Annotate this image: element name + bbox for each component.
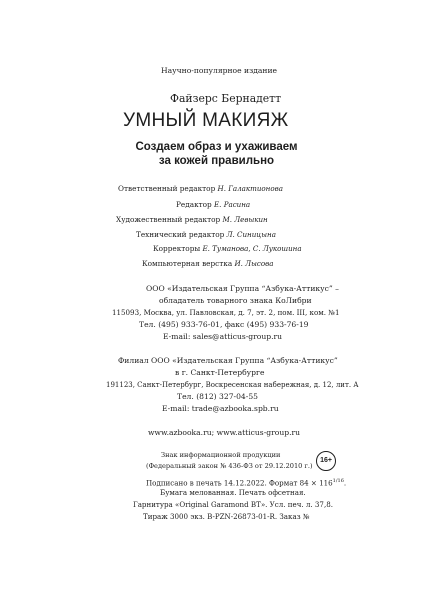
format-fraction: 1/16 [332,478,344,484]
branch-line: E-mail: trade@azbooka.spb.ru [162,404,279,413]
print-line: Тираж 3000 экз. B-PZN-26873-01-R. Заказ № [143,512,310,521]
editor-name: Е. Расина [214,200,251,209]
publisher-line: Тел. (495) 933-76-01, факс (495) 933-76-19 [139,320,309,329]
editor-name: М. Левыкин [222,215,268,224]
editor-role: Ответственный редактор [118,184,216,193]
editor-row [136,230,276,240]
print-line: Бумага мелованная. Печать офсетная. [160,488,306,497]
branch-line: 191123, Санкт-Петербург, Воскресенская набережная, д. 12, лит. А [106,381,359,389]
branch-line: Филиал ООО «Издательская Группа “Азбука-Аттикус” [118,356,338,365]
editor-row [116,215,268,225]
publisher-line: 115093, Москва, ул. Павловская, д. 7, эт. 2, пом. III, ком. №1 [112,308,340,317]
editor-row [176,200,250,210]
branch-line: в г. Санкт-Петербурге [175,368,265,377]
info-sign-line: (Федеральный закон № 436-ФЗ от 29.12.2010 г.) [146,462,313,470]
book-title: УМНЫЙ МАКИЯЖ [123,110,289,131]
age-rating-badge: 16+ [316,451,336,471]
editor-role: Редактор [176,200,212,209]
branch-line: Тел. (812) 327-04-55 [177,392,258,401]
subtitle-line: за кожей правильно [158,155,275,167]
editor-role: Компьютерная верстка [142,259,233,268]
publisher-line: E-mail: sales@atticus-group.ru [163,332,283,341]
author-name: Файзерс Бернадетт [170,92,282,105]
editor-role: Корректоры [153,244,201,253]
publisher-line: ООО «Издательская Группа “Азбука-Аттикус” – [146,284,339,293]
subtitle-line: Создаем образ и ухаживаем [135,141,298,153]
websites: www.azbooka.ru; www.atticus-group.ru [148,428,301,437]
editor-row [153,244,302,254]
print-line: Гарнитура «Original Garamond BT». Усл. печ. л. 37,8. [133,500,333,509]
print-signed-text: Подписано в печать 14.12.2022. Формат 84 × 116 [146,478,333,488]
editor-name: Н. Галактионова [217,184,283,193]
print-line-end: . [343,478,347,488]
info-sign-line: Знак информационной продукции [161,451,281,459]
editor-role: Технический редактор [136,230,225,239]
editor-row [142,259,273,269]
editor-name: Е. Туманова, С. Лукошина [202,244,302,253]
book-subtitle [0,140,433,168]
print-line [146,476,346,488]
editor-name: И. Лысова [234,259,274,268]
publisher-line: обладатель товарного знака КоЛибри [159,296,312,305]
editor-row [118,184,283,194]
editor-role: Художественный редактор [116,215,221,224]
edition-type: Научно-популярное издание [161,66,278,75]
editor-name: Л. Синицына [226,230,276,239]
